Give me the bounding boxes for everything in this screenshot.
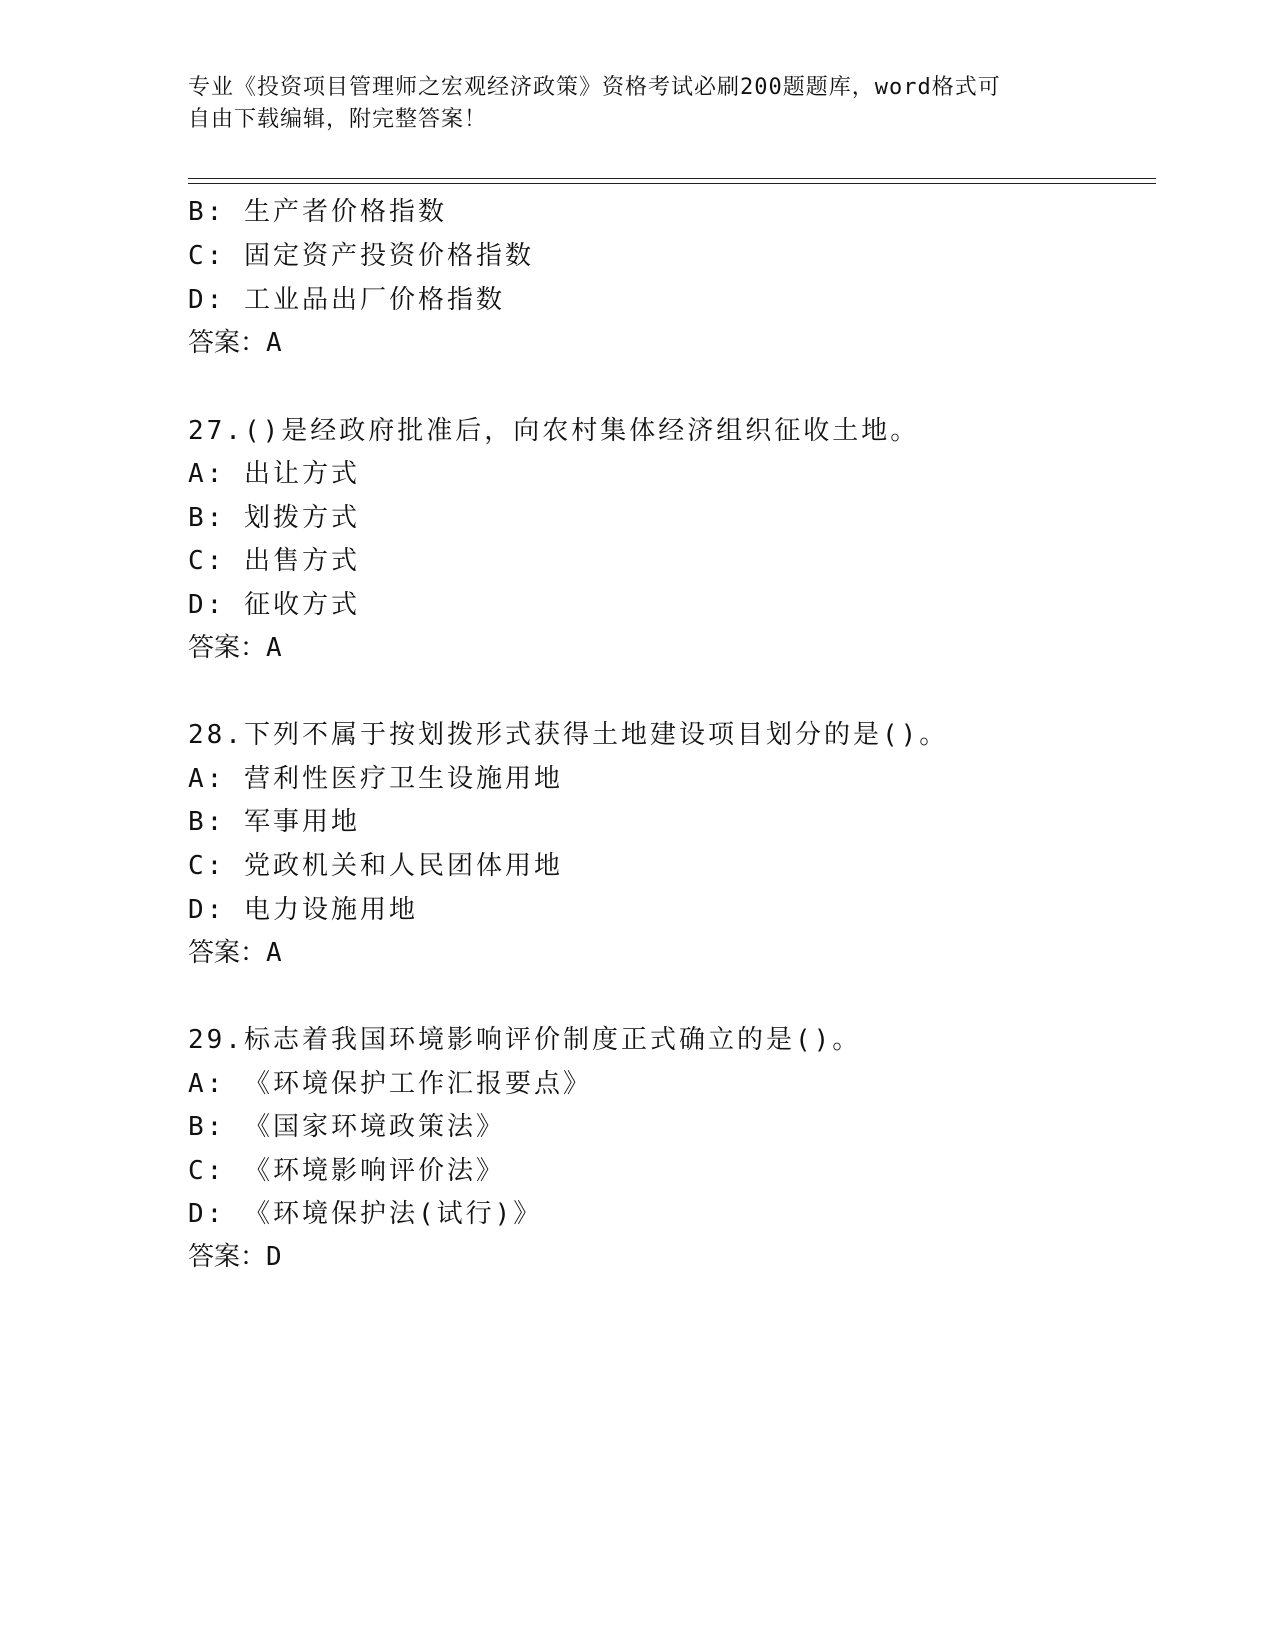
header-line-1: 专业《投资项目管理师之宏观经济政策》资格考试必刷200题题库，word格式可: [188, 75, 1001, 100]
prev-answer: 答案：A: [188, 328, 282, 358]
question-29-option-b: B: 《国家环境政策法》: [188, 1112, 505, 1142]
document-header: [188, 72, 1068, 136]
question-28-option-b: B: 军事用地: [188, 807, 360, 837]
question-29-option-c: C: 《环境影响评价法》: [188, 1156, 505, 1186]
prev-option-c: C: 固定资产投资价格指数: [188, 241, 534, 271]
question-27-option-c: C: 出售方式: [188, 546, 360, 576]
question-29-option-a: A: 《环境保护工作汇报要点》: [188, 1069, 592, 1099]
question-28-answer: 答案：A: [188, 938, 282, 968]
prev-option-b: B: 生产者价格指数: [188, 197, 447, 227]
header-divider-bottom: [188, 183, 1156, 184]
question-27-option-a: A: 出让方式: [188, 459, 360, 489]
question-28-option-d: D: 电力设施用地: [188, 895, 418, 925]
question-29-stem: 29.标志着我国环境影响评价制度正式确立的是()。: [188, 1025, 862, 1055]
question-28-option-c: C: 党政机关和人民团体用地: [188, 851, 563, 881]
prev-option-d: D: 工业品出厂价格指数: [188, 285, 505, 315]
question-27-option-b: B: 划拨方式: [188, 503, 360, 533]
question-29-answer: 答案：D: [188, 1242, 282, 1272]
header-divider-top: [188, 178, 1156, 179]
header-line-2: 自由下载编辑，附完整答案！: [188, 107, 488, 132]
question-28-option-a: A: 营利性医疗卫生设施用地: [188, 764, 563, 794]
question-28-stem: 28.下列不属于按划拨形式获得土地建设项目划分的是()。: [188, 720, 949, 750]
question-27-option-d: D: 征收方式: [188, 590, 360, 620]
question-27-stem: 27.()是经政府批准后，向农村集体经济组织征收土地。: [188, 416, 920, 446]
question-29-option-d: D: 《环境保护法(试行)》: [188, 1199, 543, 1229]
question-27-answer: 答案：A: [188, 633, 282, 663]
